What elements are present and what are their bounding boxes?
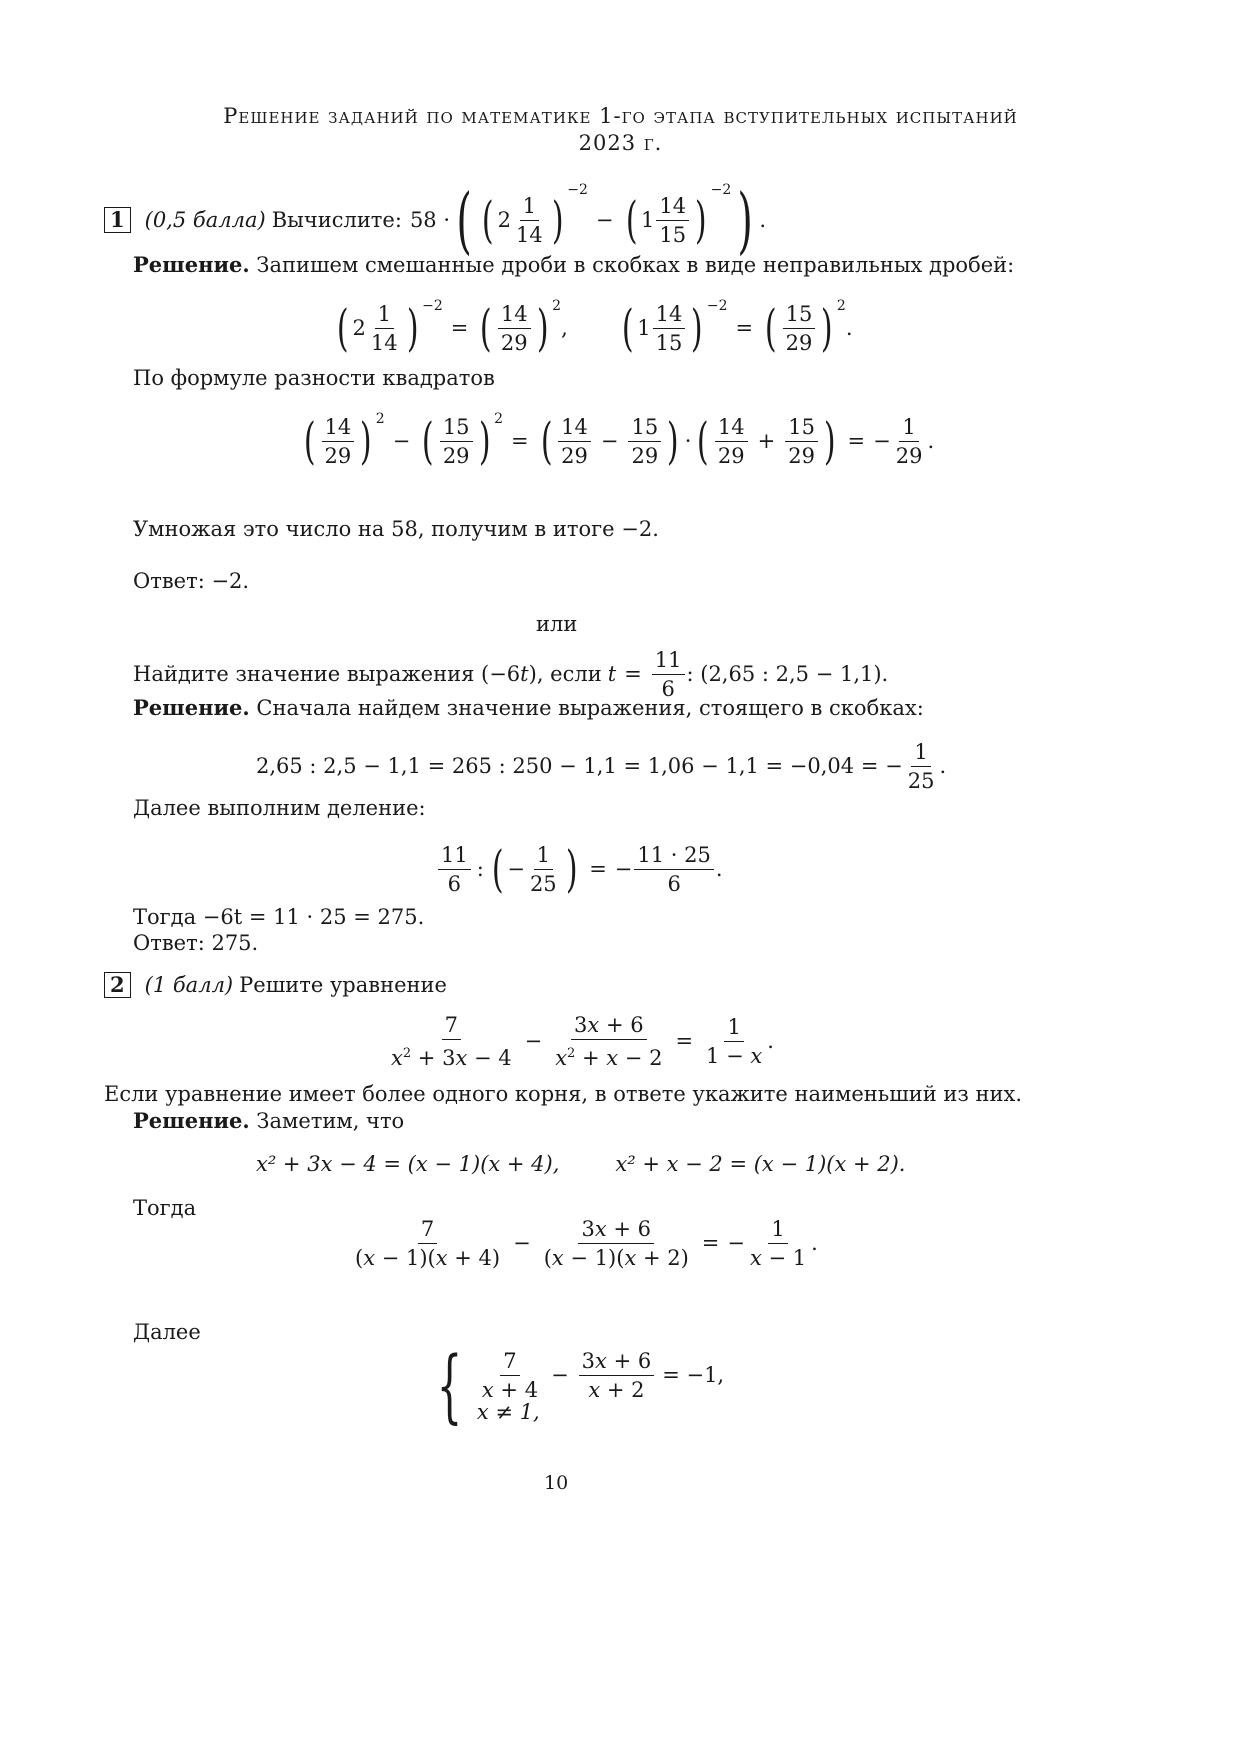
alt-task: Найдите значение выражения (−6 t ), если t = $\frac{11}{6}$ : (2,65 : 2,5 − 1,1). [133,647,889,701]
formula-division: $\frac{11}{6}$ : ( − $\frac{1}{25}$ ) = − $\frac{11 \cdot 25}{6}$ . [436,838,723,900]
or-divider: или [536,612,578,636]
diff-squares-text: По формуле разности квадратов [133,366,495,390]
page-title: Решение заданий по математике 1-го этапа вступительных испытаний [223,104,1018,128]
formula-substituted: $\frac{7}{(x - 1)(x + 4)}$ − $\frac{3x + 6}{(x - 1)(x + 2)}$ = − $\frac{1}{x - 1}$ . [355,1216,818,1270]
then-text: Тогда −6t = 11 · 25 = 275. [133,905,425,929]
problem-1-statement: 1 (0,5 балла) Вычислите: 58 · ( ( 2 $\frac{1}{14}$ ) −2 − ( 1 $\frac{14}{15}$ ) −2 ) . [104,185,766,255]
answer-alt: Ответ: 275. [133,931,259,955]
division-text: Далее выполним деление: [133,796,426,820]
formula-system: { $\frac{7}{x + 4}$ − $\frac{3x + 6}{x + 2}$ = −1, x ≠ 1, [436,1339,725,1432]
problem-task: Решите уравнение [239,973,447,997]
page-title-year: 2023 г. [578,131,663,155]
answer-1: Ответ: −2. [133,569,250,593]
formula-diff-squares: ( $\frac{14}{29}$ ) 2 − ( $\frac{15}{29}$ ) 2 = ( $\frac{14}{29}$ − $\frac{15}{29}$ ) · ( $\frac{14}{29}$ + $\frac{15}{29}$ ) = − $\frac{1}{29}$ . [303,411,935,470]
formula-parentheses: 2,65 : 2,5 − 1,1 = 265 : 250 − 1,1 = 1,06 − 1,1 = −0,04 = − $\frac{1}{25}$ . [256,739,947,793]
then-text-2: Тогда [133,1196,197,1220]
formula-factorization: x² + 3x − 4 = (x − 1)(x + 4), x² + x − 2 = (x − 1)(x + 2). [256,1152,906,1176]
alt-solution-intro: Решение. Сначала найдем значение выражения, стоящего в скобках: [133,695,924,720]
further-text: Далее [133,1320,201,1344]
multiply-text: Умножая это число на 58, получим в итоге −2. [133,517,659,541]
problem-number: 2 [104,972,131,998]
problem-points: (1 балл) [144,973,234,997]
condition-text: Если уравнение имеет более одного корня, в ответе укажите наименьший из них. [104,1082,1023,1106]
problem-task: Вычислите: [271,208,402,232]
solution-1-intro: Решение. Запишем смешанные дроби в скобках в виде неправильных дробей: [133,252,1015,277]
formula-improper-fractions: ( 2 $\frac{1}{14}$ ) −2 = ( $\frac{14}{29}$ ) 2 , ( 1 $\frac{14}{15}$ ) −2 = ( $\frac{15}{29}$ ) 2 . [336,298,853,357]
formula-equation: $\frac{7}{x^2 + 3x - 4}$ − $\frac{3x + 6}{x^2 + x - 2}$ = $\frac{1}{1 - x}$ . [391,1012,774,1070]
problem-number: 1 [104,207,131,233]
problem-2-statement [104,972,447,998]
solution-2-intro: Решение. Заметим, что [133,1108,405,1133]
problem-points: (0,5 балла) [144,208,266,232]
page-number: 10 [544,1472,569,1494]
